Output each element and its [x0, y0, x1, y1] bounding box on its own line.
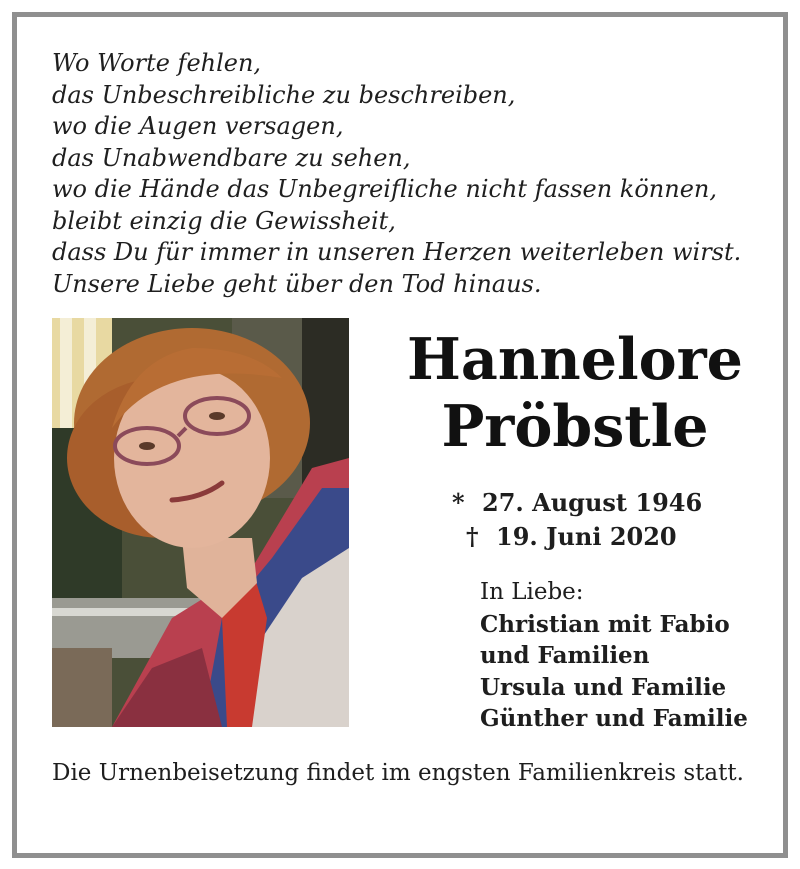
mourners-label: In Liebe:	[480, 579, 584, 605]
portrait-photo	[52, 318, 349, 727]
poem-line: Wo Worte fehlen,	[52, 49, 262, 77]
last-name: Pröbstle	[441, 393, 709, 460]
birth-star-icon: *	[452, 488, 465, 517]
poem	[52, 48, 741, 300]
mourner-line: Christian mit Fabio	[480, 610, 730, 638]
burial-notice: Die Urnenbeisetzung findet im engsten Familienkreis statt.	[52, 760, 744, 786]
poem-line: wo die Hände das Unbegreifliche nicht fassen können,	[52, 175, 717, 203]
poem-line: das Unbeschreibliche zu beschreiben,	[52, 80, 516, 109]
death-date: 19. Juni 2020	[496, 522, 677, 551]
deceased-name	[355, 326, 795, 460]
life-dates	[452, 486, 702, 554]
mourner-line: Ursula und Familie	[480, 673, 727, 701]
mourner-line: Günther und Familie	[480, 705, 748, 732]
mourners	[480, 577, 748, 735]
poem-line: Unsere Liebe geht über den Tod hinaus.	[52, 269, 542, 298]
death-cross-icon: †	[466, 522, 479, 551]
poem-line: das Unabwendbare zu sehen,	[52, 143, 411, 172]
first-name: Hannelore	[407, 326, 743, 393]
poem-line: dass Du für immer in unseren Herzen weiterleben wirst.	[52, 238, 742, 266]
birth-date: 27. August 1946	[482, 488, 703, 517]
birth-row	[452, 486, 702, 520]
death-row	[452, 520, 702, 554]
poem-line: bleibt einzig die Gewissheit,	[52, 206, 396, 235]
mourner-line: und Familien	[480, 642, 650, 669]
poem-line: wo die Augen versagen,	[52, 112, 344, 140]
